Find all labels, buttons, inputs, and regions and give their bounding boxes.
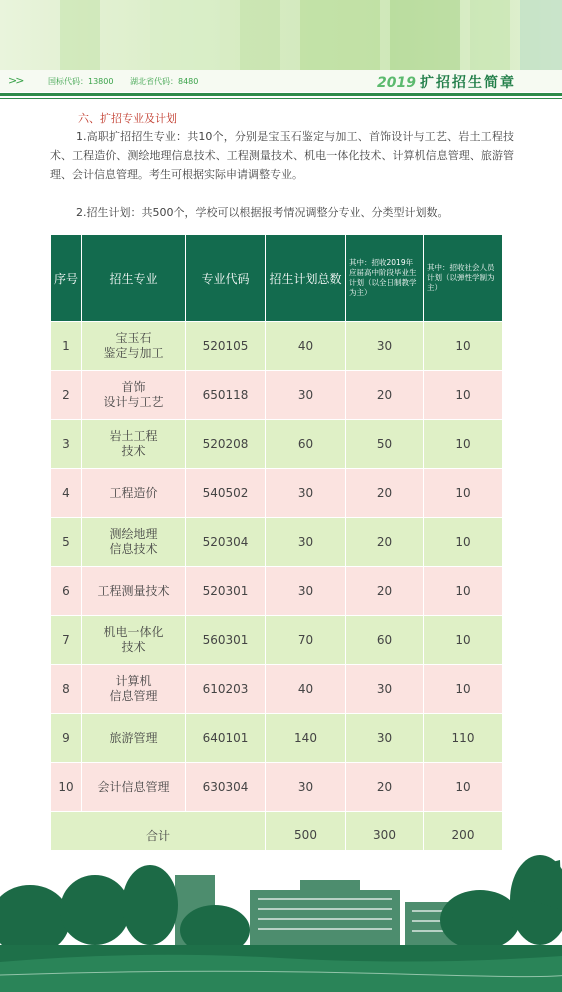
- cell-total: 30: [266, 763, 346, 812]
- major-name-line2: 信息技术: [109, 542, 158, 556]
- cell-code: 560301: [186, 616, 266, 665]
- header-banner: [0, 0, 562, 70]
- header-divider-thin: [0, 98, 562, 99]
- major-name-line1: 旅游管理: [109, 730, 158, 745]
- cell-code: 520105: [186, 322, 266, 371]
- major-name-line1: 工程测量技术: [97, 583, 170, 598]
- table-row: [51, 420, 503, 469]
- header-code: 专业代码: [186, 235, 266, 322]
- cell-seq: 4: [51, 469, 82, 518]
- cell-social: 10: [424, 567, 503, 616]
- table-row: [51, 616, 503, 665]
- cell-major: [82, 420, 186, 469]
- table-row: [51, 714, 503, 763]
- cell-fresh: 60: [346, 616, 424, 665]
- enrollment-plan-table: [50, 234, 503, 859]
- major-name-line2: 技术: [121, 444, 146, 458]
- cell-total: 30: [266, 567, 346, 616]
- campus-illustration: [0, 850, 562, 992]
- cell-major: [82, 371, 186, 420]
- cell-code: 640101: [186, 714, 266, 763]
- cell-social: 10: [424, 763, 503, 812]
- cell-code: 520208: [186, 420, 266, 469]
- cell-code: 520304: [186, 518, 266, 567]
- cell-fresh: 20: [346, 469, 424, 518]
- summary-social: 200: [424, 812, 503, 859]
- paragraph-majors: 1.高职扩招招生专业：共10个，分别是宝玉石鉴定与加工、首饰设计与工艺、岩土工程技术、工程造价、测绘地理信息技术、工程测量技术、机电一体化技术、计算机信息管理、旅游管理、会计信息管理。考生可根据实际申请调整专业。: [50, 130, 514, 181]
- table-row: [51, 371, 503, 420]
- major-name-line1: 测绘地理: [109, 527, 158, 541]
- brochure-year: 2019: [377, 75, 416, 91]
- header-seq: 序号: [51, 235, 82, 322]
- cell-social: 10: [424, 371, 503, 420]
- cell-fresh: 20: [346, 567, 424, 616]
- major-name-line1: 首饰: [121, 380, 146, 394]
- province-code: 湖北省代码：8480: [130, 77, 199, 86]
- cell-total: 30: [266, 469, 346, 518]
- brochure-title: [377, 72, 516, 92]
- cell-seq: 10: [51, 763, 82, 812]
- cell-social: 10: [424, 518, 503, 567]
- cell-seq: 5: [51, 518, 82, 567]
- cell-total: 30: [266, 371, 346, 420]
- cell-fresh: 50: [346, 420, 424, 469]
- cell-fresh: 30: [346, 322, 424, 371]
- header-plan-total: 招生计划总数: [266, 235, 346, 322]
- cell-major: [82, 567, 186, 616]
- cell-fresh: 30: [346, 714, 424, 763]
- paragraph-plan: 2.招生计划：共500个，学校可以根据报考情况调整分专业、分类型计划数。: [76, 206, 449, 219]
- cell-fresh: 30: [346, 665, 424, 714]
- cell-seq: 3: [51, 420, 82, 469]
- cell-fresh: 20: [346, 518, 424, 567]
- major-name-line2: 技术: [121, 640, 146, 654]
- cell-seq: 9: [51, 714, 82, 763]
- cell-total: 40: [266, 322, 346, 371]
- cell-total: 30: [266, 518, 346, 567]
- header-fresh-grads: 其中：招收2019年应届高中阶段毕业生计划（以全日制教学为主）: [346, 235, 424, 322]
- major-name-line1: 工程造价: [109, 485, 158, 500]
- cell-seq: 2: [51, 371, 82, 420]
- cell-code: 520301: [186, 567, 266, 616]
- summary-fresh: 300: [346, 812, 424, 859]
- cell-major: [82, 469, 186, 518]
- cell-social: 10: [424, 420, 503, 469]
- cell-fresh: 20: [346, 763, 424, 812]
- cell-seq: 8: [51, 665, 82, 714]
- cell-code: 650118: [186, 371, 266, 420]
- cell-social: 110: [424, 714, 503, 763]
- cell-social: 10: [424, 322, 503, 371]
- table-row: [51, 469, 503, 518]
- cell-major: [82, 665, 186, 714]
- double-arrow-icon: >>: [8, 74, 23, 87]
- cell-seq: 1: [51, 322, 82, 371]
- cell-major: [82, 616, 186, 665]
- cell-social: 10: [424, 616, 503, 665]
- cell-major: [82, 518, 186, 567]
- major-name-line1: 岩土工程: [109, 429, 158, 443]
- header-divider: [0, 93, 562, 96]
- cell-social: 10: [424, 665, 503, 714]
- cell-total: 140: [266, 714, 346, 763]
- table-row: [51, 763, 503, 812]
- cell-total: 60: [266, 420, 346, 469]
- major-name-line1: 会计信息管理: [97, 779, 170, 794]
- header-social: 其中：招收社会人员计划（以弹性学制为主）: [424, 235, 503, 322]
- brochure-title-text: 扩招招生简章: [420, 75, 516, 91]
- major-name-line2: 设计与工艺: [103, 395, 164, 409]
- national-code: 国标代码：13800: [48, 77, 114, 86]
- cell-code: 630304: [186, 763, 266, 812]
- major-name-line2: 鉴定与加工: [103, 346, 164, 360]
- summary-total: 500: [266, 812, 346, 859]
- table-row: [51, 518, 503, 567]
- section-title: 六、扩招专业及计划: [78, 112, 177, 125]
- cell-fresh: 20: [346, 371, 424, 420]
- cell-code: 610203: [186, 665, 266, 714]
- cell-seq: 7: [51, 616, 82, 665]
- cell-major: [82, 714, 186, 763]
- cell-major: [82, 322, 186, 371]
- cell-major: [82, 763, 186, 812]
- major-name-line1: 机电一体化: [103, 625, 164, 639]
- summary-label: 合计: [51, 812, 266, 859]
- major-name-line2: 信息管理: [109, 689, 158, 703]
- table-row: [51, 567, 503, 616]
- table-row: [51, 322, 503, 371]
- table-row: [51, 665, 503, 714]
- cell-code: 540502: [186, 469, 266, 518]
- table-header-row: [51, 235, 503, 322]
- cell-seq: 6: [51, 567, 82, 616]
- cell-total: 70: [266, 616, 346, 665]
- cell-social: 10: [424, 469, 503, 518]
- major-name-line1: 计算机: [115, 674, 152, 688]
- cell-total: 40: [266, 665, 346, 714]
- major-name-line1: 宝玉石: [115, 331, 152, 345]
- header-major: 招生专业: [82, 235, 186, 322]
